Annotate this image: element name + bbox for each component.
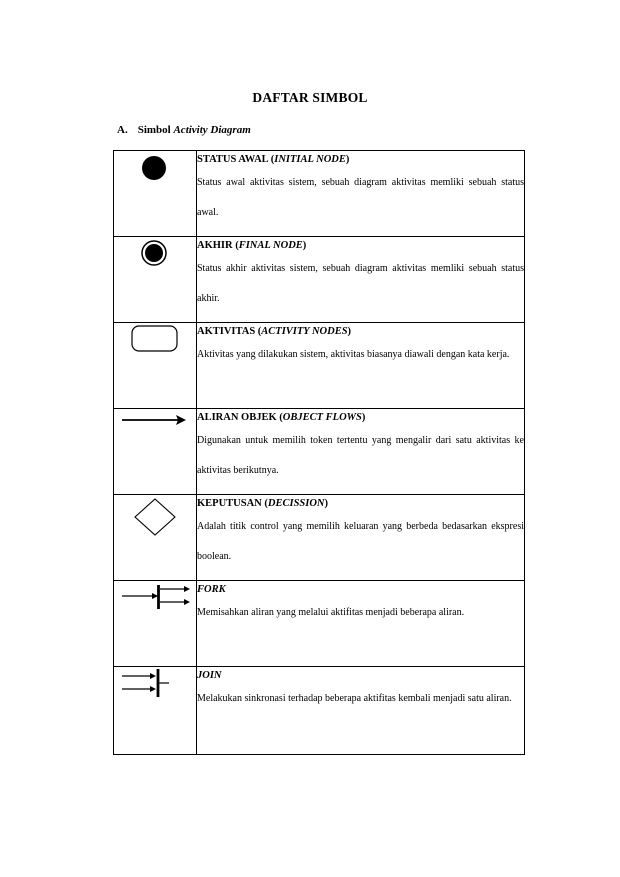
- symbol-title: FORK: [197, 584, 226, 595]
- section-label-italic: Activity Diagram: [173, 124, 251, 136]
- activity-node-icon: [114, 323, 196, 409]
- symbol-description: Aktivitas yang dilakukan sistem, aktivitas biasanya diawali dengan kata kerja.: [197, 349, 510, 360]
- symbol-cell: [114, 237, 197, 323]
- symbol-description: Memisahkan aliran yang melalui aktifitas menjadi beberapa aliran.: [197, 607, 465, 618]
- initial-node-icon: [114, 151, 196, 237]
- section-heading: [117, 124, 251, 136]
- symbol-cell: [114, 323, 197, 409]
- symbol-description: Adalah titik control yang memilih keluaran yang berbeda bedasarkan ekspresi boolean.: [197, 521, 524, 562]
- join-icon: [114, 667, 196, 755]
- symbol-cell: [114, 409, 197, 495]
- symbol-cell: [114, 151, 197, 237]
- symbol-cell: [114, 495, 197, 581]
- table-row: [114, 151, 525, 237]
- symbol-title: KEPUTUSAN (DECISSION): [197, 498, 328, 509]
- final-node-icon: [114, 237, 196, 323]
- symbol-description: Melakukan sinkronasi terhadap beberapa aktifitas kembali menjadi satu aliran.: [197, 693, 512, 704]
- table-row: [114, 323, 525, 409]
- description-cell: [197, 237, 525, 323]
- symbol-title: ALIRAN OBJEK (OBJECT FLOWS): [197, 412, 366, 423]
- description-cell: [197, 667, 525, 755]
- symbol-description: Digunakan untuk memilih token tertentu yang mengalir dari satu aktivitas ke aktivitas berikutnya.: [197, 435, 524, 476]
- page-title: DAFTAR SIMBOL: [252, 90, 368, 105]
- section-label: Simbol: [137, 124, 171, 136]
- table-row: [114, 409, 525, 495]
- table-row: [114, 667, 525, 755]
- description-cell: [197, 495, 525, 581]
- symbol-title: JOIN: [197, 670, 222, 681]
- description-cell: [197, 151, 525, 237]
- description-cell: [197, 323, 525, 409]
- table-row: [114, 237, 525, 323]
- section-letter: A.: [117, 124, 128, 136]
- table-row: [114, 495, 525, 581]
- symbol-title: AKTIVITAS (ACTIVITY NODES): [197, 326, 352, 337]
- symbol-title: STATUS AWAL (INITIAL NODE): [197, 154, 350, 165]
- decision-diamond-icon: [114, 495, 196, 581]
- description-cell: [197, 409, 525, 495]
- table-row: [114, 581, 525, 667]
- fork-icon: [114, 581, 196, 667]
- symbol-description: Status akhir aktivitas sistem, sebuah diagram aktivitas memliki sebuah status akhir.: [197, 263, 524, 304]
- object-flow-arrow-icon: [114, 409, 196, 495]
- symbol-cell: [114, 581, 197, 667]
- symbol-description: Status awal aktivitas sistem, sebuah diagram aktivitas memliki sebuah status awal.: [197, 177, 524, 218]
- symbol-title: AKHIR (FINAL NODE): [197, 240, 307, 251]
- symbol-table: [113, 150, 525, 755]
- description-cell: [197, 581, 525, 667]
- symbol-cell: [114, 667, 197, 755]
